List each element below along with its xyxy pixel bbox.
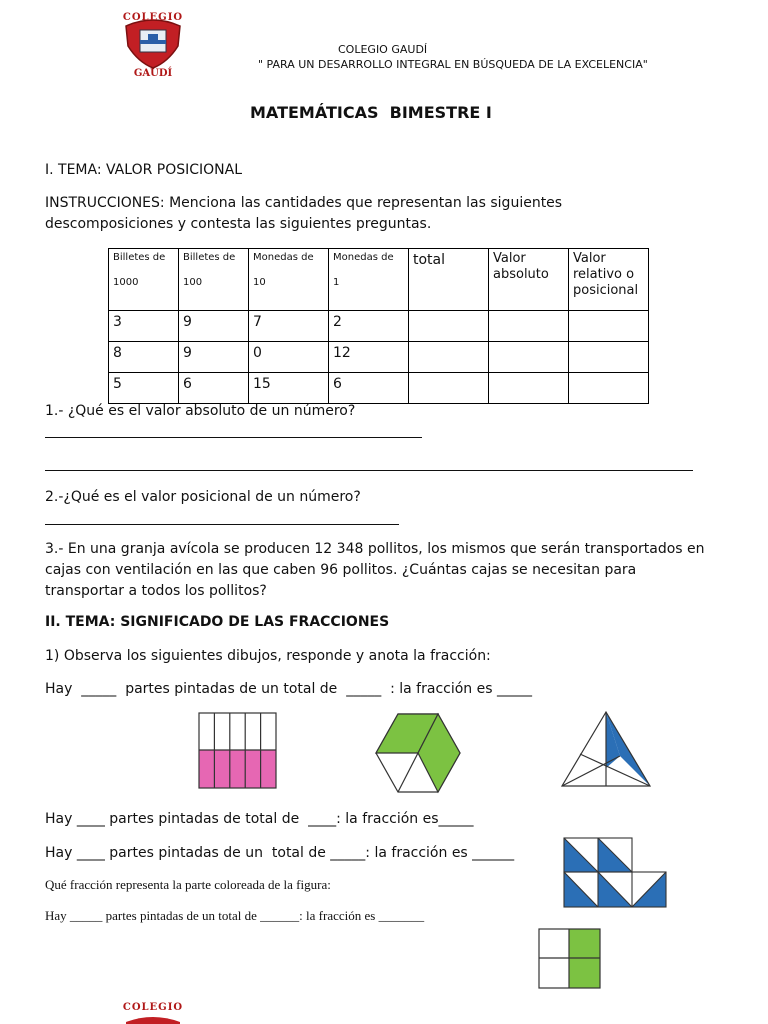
fraction-line-3: Hay ____ partes pintadas de un total de _____: la fracción es ______ xyxy=(45,845,515,861)
table-cell[interactable]: 9 xyxy=(179,311,249,342)
table-cell[interactable] xyxy=(489,342,569,373)
blue-triangles-grid-figure xyxy=(563,837,669,909)
question-1: 1.- ¿Qué es el valor absoluto de un número? xyxy=(45,403,356,419)
table-cell[interactable]: 8 xyxy=(109,342,179,373)
blue-triangle-figure xyxy=(560,710,652,788)
table-header-row xyxy=(109,249,649,311)
table-cell[interactable] xyxy=(569,342,649,373)
question-3: 3.- En una granja avícola se producen 12 348 pollitos, los mismos que serán transportados en cajas con ventilación en las que caben 96 pollitos. ¿Cuántas cajas se necesitan para transportar a todos los pollitos? xyxy=(45,541,705,599)
table-row xyxy=(109,373,649,404)
fraction-line-4: Hay _____ partes pintadas de un total de ______: la fracción es _______ xyxy=(45,908,425,923)
header-cell: Billetes de 100 xyxy=(179,249,249,311)
green-square-figure xyxy=(538,928,602,990)
header-cell: total xyxy=(409,249,489,311)
table-cell[interactable]: 12 xyxy=(329,342,409,373)
green-hexagon-figure xyxy=(374,712,462,794)
value-table xyxy=(108,248,649,404)
logo-bottom-text: GAUDÍ xyxy=(133,68,173,79)
table-cell[interactable] xyxy=(489,311,569,342)
section2-instruction: 1) Observa los siguientes dibujos, responde y anota la fracción: xyxy=(45,648,491,664)
section2-heading: II. TEMA: SIGNIFICADO DE LAS FRACCIONES xyxy=(45,614,390,630)
header-cell: Billetes de 1000 xyxy=(109,249,179,311)
header-cell: Monedas de 1 xyxy=(329,249,409,311)
school-name: COLEGIO GAUDÍ xyxy=(338,43,428,56)
pink-grid-figure xyxy=(198,712,278,790)
table-cell[interactable] xyxy=(409,373,489,404)
table-row xyxy=(109,311,649,342)
table-cell[interactable] xyxy=(489,373,569,404)
table-cell[interactable] xyxy=(409,342,489,373)
table-cell[interactable]: 6 xyxy=(329,373,409,404)
header-cell: Valor absoluto xyxy=(489,249,569,311)
table-cell[interactable]: 15 xyxy=(249,373,329,404)
table-cell[interactable]: 0 xyxy=(249,342,329,373)
school-motto: " PARA UN DESARROLLO INTEGRAL EN BÚSQUEDA DE LA EXCELENCIA" xyxy=(258,58,648,71)
question-2: 2.-¿Qué es el valor posicional de un número? xyxy=(45,489,361,505)
logo-top-text: COLEGIO xyxy=(122,12,184,23)
answer-line[interactable] xyxy=(45,437,422,438)
table-cell[interactable]: 2 xyxy=(329,311,409,342)
figure-question: Qué fracción representa la parte coloreada de la figura: xyxy=(45,877,331,892)
answer-line[interactable] xyxy=(45,470,693,471)
section1-heading: I. TEMA: VALOR POSICIONAL xyxy=(45,162,243,178)
header-cell: Monedas de 10 xyxy=(249,249,329,311)
table-cell[interactable]: 9 xyxy=(179,342,249,373)
table-cell[interactable]: 5 xyxy=(109,373,179,404)
header-cell: Valor relativo o posicional xyxy=(569,249,649,311)
table-cell[interactable]: 6 xyxy=(179,373,249,404)
table-cell[interactable] xyxy=(569,373,649,404)
table-row xyxy=(109,342,649,373)
school-logo xyxy=(118,12,188,82)
school-logo-footer: COLEGIO xyxy=(118,1002,188,1024)
fraction-line-2: Hay ____ partes pintadas de total de ____: la fracción es_____ xyxy=(45,811,474,827)
table-cell[interactable] xyxy=(409,311,489,342)
table-cell[interactable] xyxy=(569,311,649,342)
fraction-line-1: Hay _____ partes pintadas de un total de _____ : la fracción es _____ xyxy=(45,681,532,697)
page-title: MATEMÁTICAS BIMESTRE I xyxy=(250,103,492,122)
answer-line[interactable] xyxy=(45,524,399,525)
table-cell[interactable]: 7 xyxy=(249,311,329,342)
table-cell[interactable]: 3 xyxy=(109,311,179,342)
instructions: INSTRUCCIONES: Menciona las cantidades que representan las siguientes descomposiciones y contesta las siguientes preguntas. xyxy=(45,195,563,232)
